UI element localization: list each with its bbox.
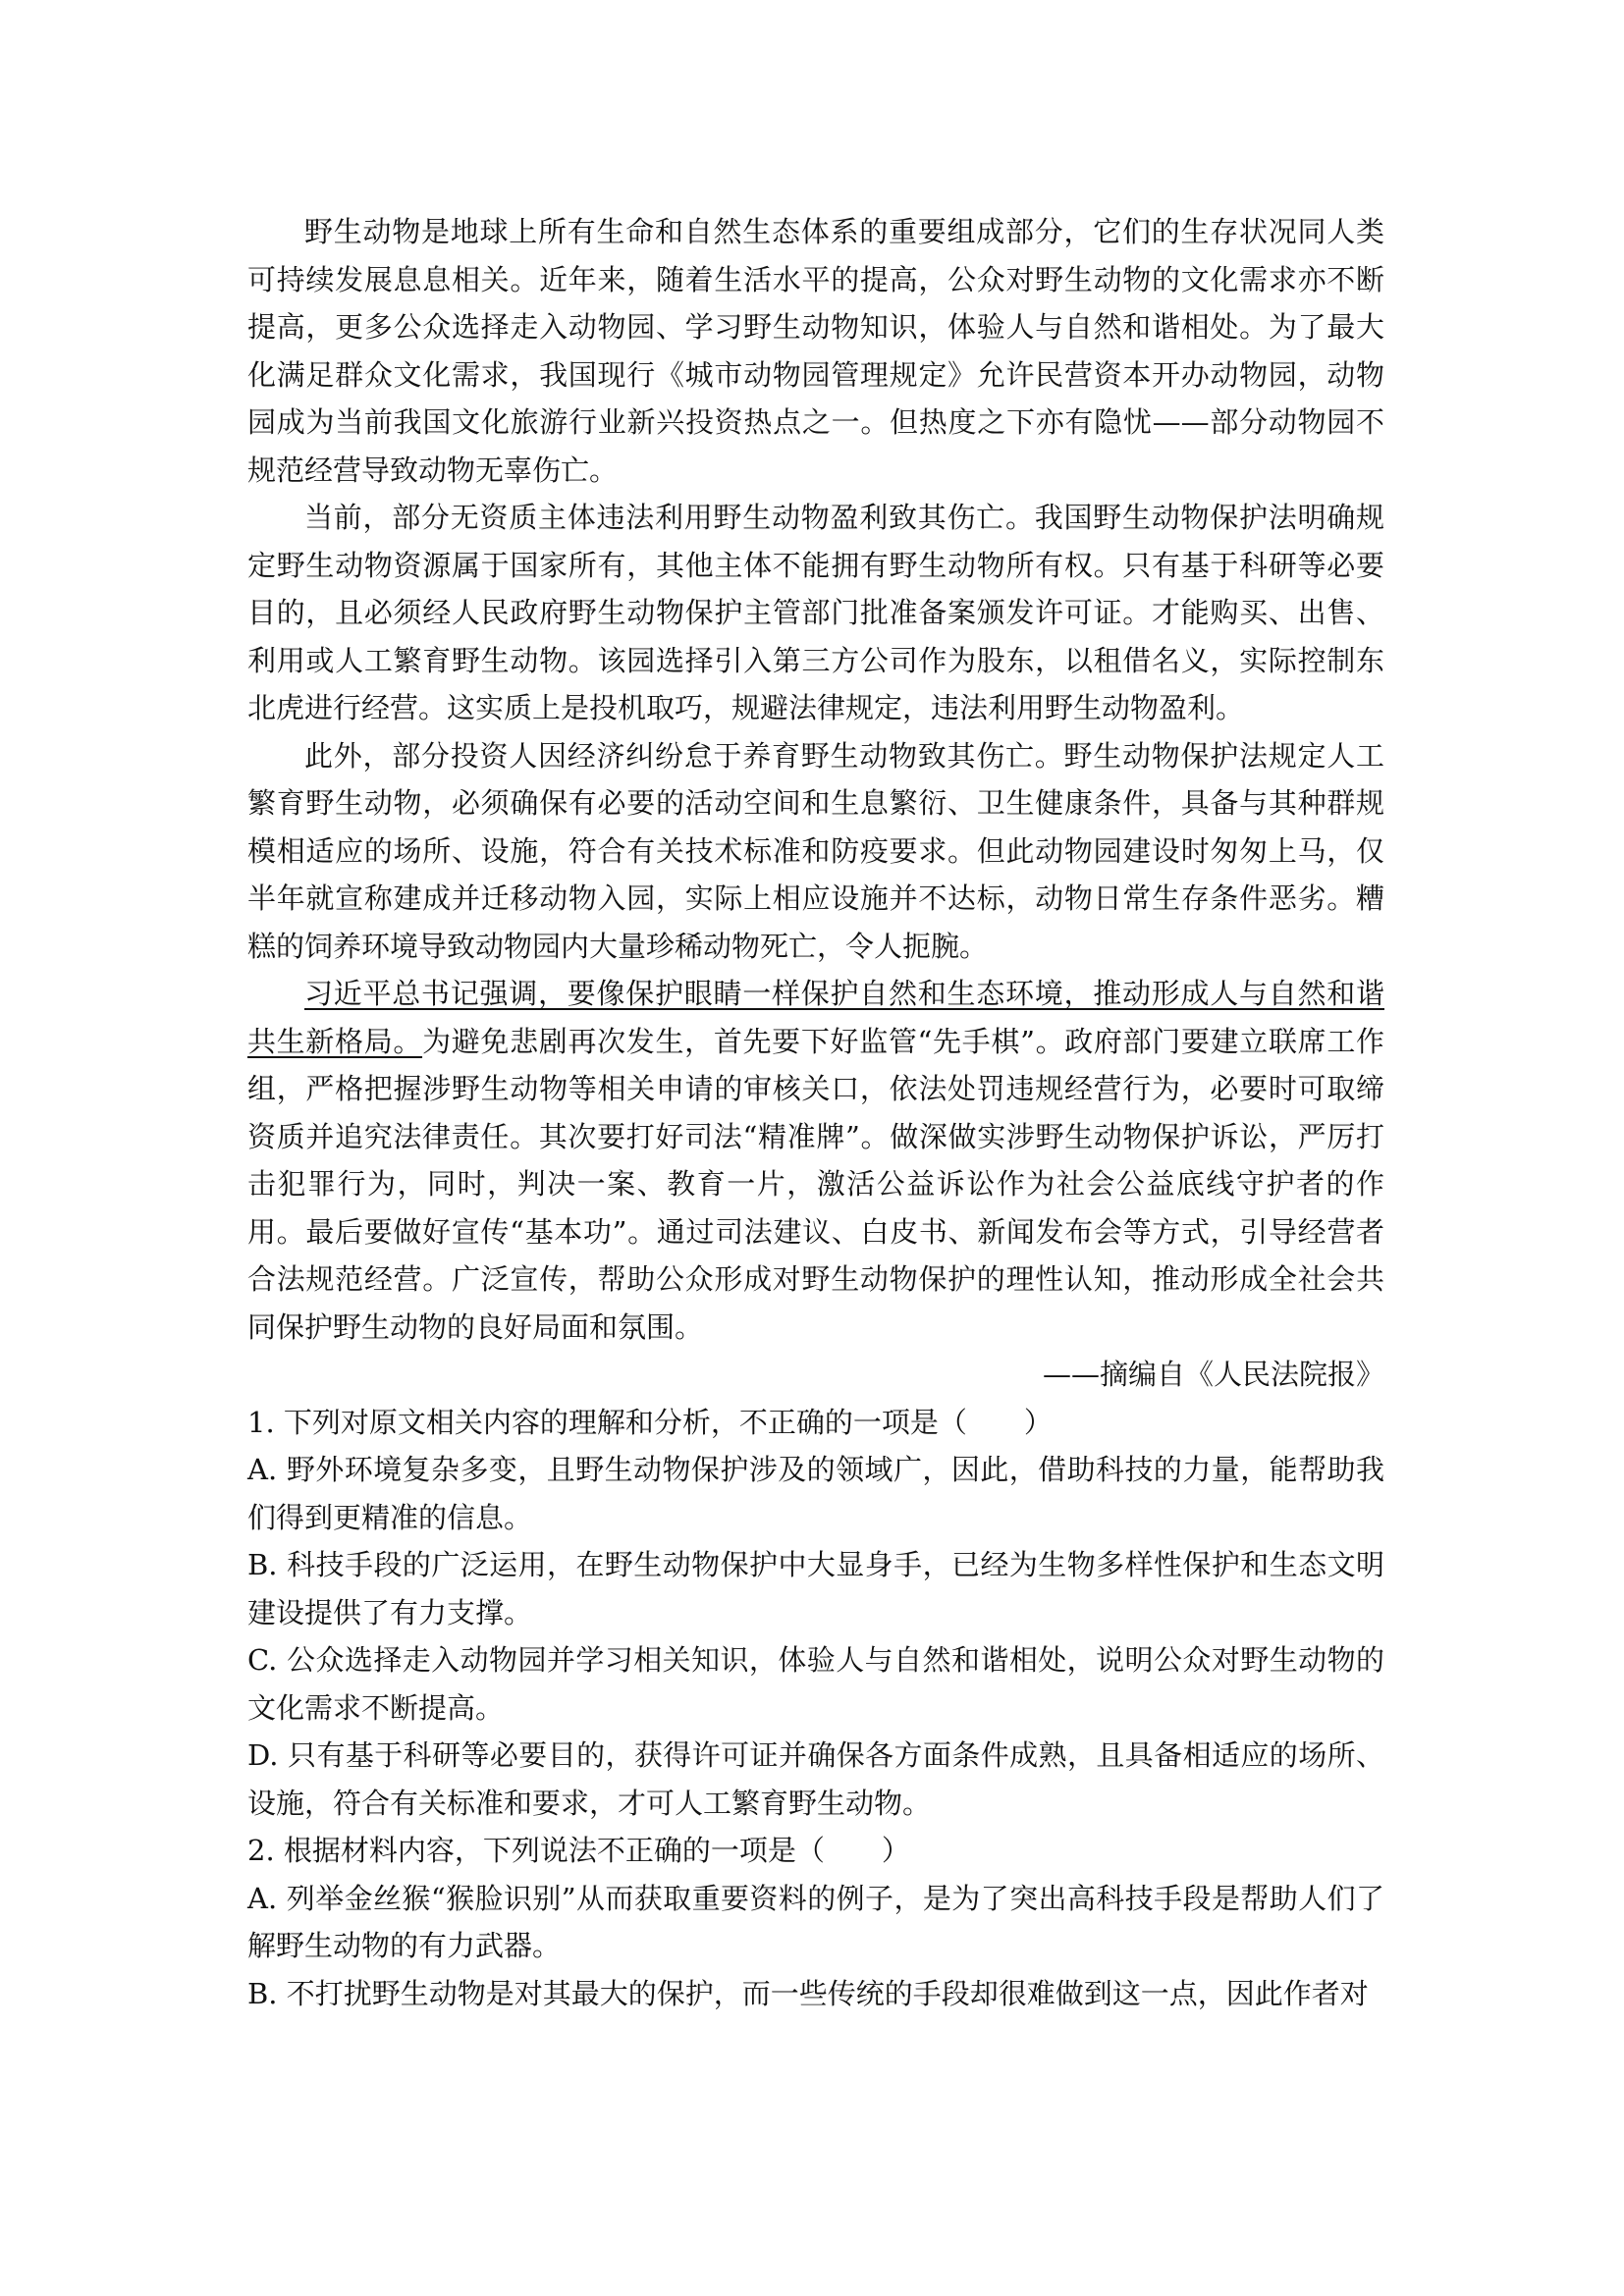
question-1-option-c: C. 公众选择走入动物园并学习相关知识，体验人与自然和谐相处，说明公众对野生动物的文化需求不断提高。 xyxy=(247,1643,1384,1725)
paragraph-3: 此外，部分投资人因经济纠纷怠于养育野生动物致其伤亡。野生动物保护法规定人工繁育野生动物，必须确保有必要的活动空间和生息繁衍、卫生健康条件，具备与其种群规模相适应的场所、设施，符合有关技术标准和防疫要求。但此动物园建设时匆匆上马，仅半年就宣称建成并迁移动物入园，实际上相应设施并不达标，动物日常生存条件恶劣。糟糕的饲养环境导致动物园内大量珍稀动物死亡，令人扼腕。 xyxy=(247,738,1384,963)
question-2-option-b: B. 不打扰野生动物是对其最大的保护，而一些传统的手段却很难做到这一点，因此作者对 xyxy=(247,1976,1369,2010)
source-citation: ——摘编自《人民法院报》 xyxy=(1042,1358,1384,1391)
question-1-option-a: A. 野外环境复杂多变，且野生动物保护涉及的领域广，因此，借助科技的力量，能帮助我们得到更精准的信息。 xyxy=(247,1453,1384,1534)
document-page xyxy=(247,208,1384,2017)
paragraph-4-body: 为避免悲剧再次发生，首先要下好监管“先手棋”。政府部门要建立联席工作组，严格把握涉野生动物等相关申请的审核关口，依法处罚违规经营行为，必要时可取缔资质并追究法律责任。其次要打好司法“精准牌”。做深做实涉野生动物保护诉讼，严厉打击犯罪行为，同时，判决一案、教育一片，激活公益诉讼作为社会公益底线守护者的作用。最后要做好宣传“基本功”。通过司法建议、白皮书、新闻发布会等方式，引导经营者合法规范经营。广泛宣传，帮助公众形成对野生动物保护的理性认知，推动形成全社会共同保护野生动物的良好局面和氛围。 xyxy=(247,1024,1384,1344)
paragraph-2: 当前，部分无资质主体违法利用野生动物盈利致其伤亡。我国野生动物保护法明确规定野生动物资源属于国家所有，其他主体不能拥有野生动物所有权。只有基于科研等必要目的，且必须经人民政府野生动物保护主管部门批准备案颁发许可证。才能购买、出售、利用或人工繁育野生动物。该园选择引入第三方公司作为股东，以租借名义，实际控制东北虎进行经营。这实质上是投机取巧，规避法律规定，违法利用野生动物盈利。 xyxy=(247,501,1384,724)
question-1-option-d: D. 只有基于科研等必要目的，获得许可证并确保各方面条件成熟，且具备相适应的场所、设施，符合有关标准和要求，才可人工繁育野生动物。 xyxy=(247,1738,1384,1820)
question-2-option-a: A. 列举金丝猴“猴脸识别”从而获取重要资料的例子，是为了突出高科技手段是帮助人们了解野生动物的有力武器。 xyxy=(247,1881,1384,1962)
paragraph-4 xyxy=(247,970,1384,1351)
question-1-stem: 1. 下列对原文相关内容的理解和分析，不正确的一项是（ ） xyxy=(247,1405,1053,1439)
underlined-sentence: 习近平总书记强调，要像保护眼睛一样保护自然和生态环境，推动形成人与自然和谐共生新格局。 xyxy=(247,977,1384,1058)
paragraph-1: 野生动物是地球上所有生命和自然生态体系的重要组成部分，它们的生存状况同人类可持续发展息息相关。近年来，随着生活水平的提高，公众对野生动物的文化需求亦不断提高，更多公众选择走入动物园、学习野生动物知识，体验人与自然和谐相处。为了最大化满足群众文化需求，我国现行《城市动物园管理规定》允许民营资本开办动物园，动物园成为当前我国文化旅游行业新兴投资热点之一。但热度之下亦有隐忧——部分动物园不规范经营导致动物无辜伤亡。 xyxy=(247,215,1384,487)
question-1-option-b: B. 科技手段的广泛运用，在野生动物保护中大显身手，已经为生物多样性保护和生态文明建设提供了有力支撑。 xyxy=(247,1548,1384,1629)
question-2-stem: 2. 根据材料内容，下列说法不正确的一项是（ ） xyxy=(247,1834,910,1867)
